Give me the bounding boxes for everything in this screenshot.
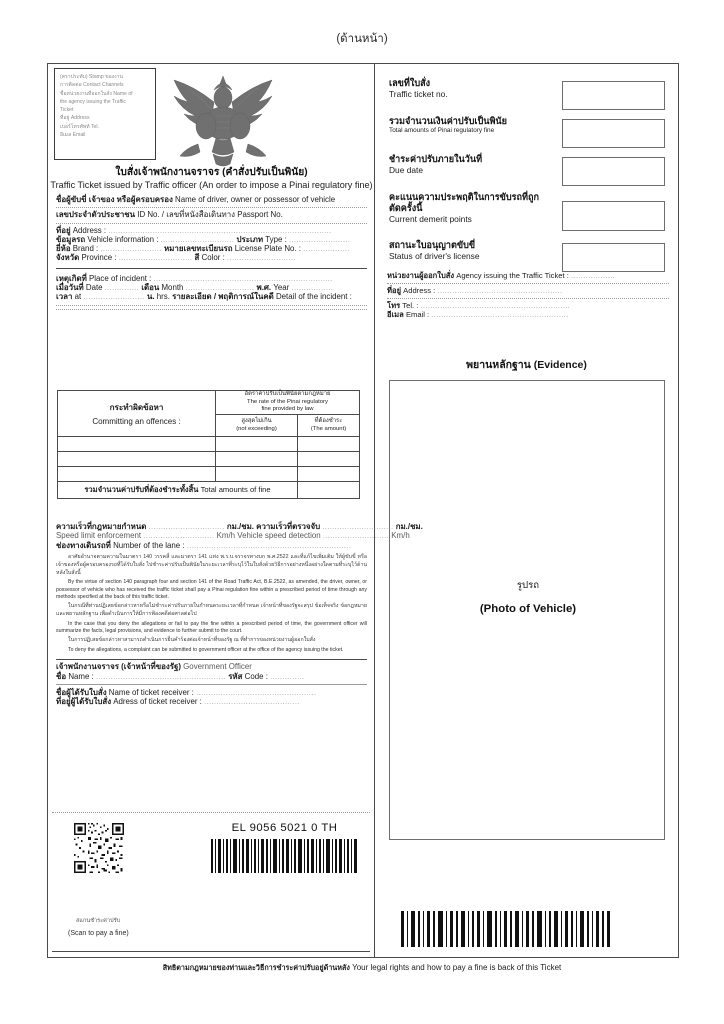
province-label-en: Province : [81, 253, 117, 263]
officer-name-label-en: Name : [68, 671, 94, 681]
field-due-date [389, 154, 665, 192]
demerit-points-label-th: คะแนนความประพฤติในการขับรถที่ถูกตัดครั้งนี้ [389, 192, 540, 214]
page-title-th: ใบสั่งเจ้าพนักงานจราจร (คำสั่งปรับเป็นพินัย) [115, 167, 308, 178]
id-label-th: เลขประจำตัวประชาชน [56, 210, 136, 220]
year-label-en: Year [273, 283, 290, 293]
vehicle-info-label-th: ข้อมูลรถ [56, 234, 86, 244]
photo-placeholder-th: รูปรถ [516, 580, 540, 591]
agency-section [387, 272, 669, 320]
agency-name-row [387, 272, 669, 280]
due-date-input[interactable] [562, 157, 665, 186]
agency-label-en: Agency issuing the Traffic Ticket : [456, 271, 569, 280]
amount-subheader-en: (The amount) [310, 425, 347, 432]
legal-p1-th: อาศัยอำนาจตามความในมาตรา 140 วรรคสี่ และมาตรา 141 แห่ง พ.ร.บ.จราจรทางบก พ.ศ.2522 และที่แก้ไขเพิ่มเติม ให้ผู้ขับขี่ หรือเจ้าของหรือผู้ครอบครองรถที่ได้รับใบสั่ง ไปชำระค่าปรับเป็นพินัยในระยะเวลาที่ระบุไว้ในใบสั่งด้วยวิธีการอย่างหนึ่งอย่างใดตามที่ระบุไว้ด้านหลังใบสั่งนี้ [56, 553, 367, 576]
amount-cell[interactable] [298, 452, 360, 467]
speed-limit-row-en [56, 531, 410, 541]
agency-address-label-en: Address : [403, 285, 436, 295]
demerit-points-input[interactable] [562, 201, 665, 231]
rate-header-en-2: fine provided by law [261, 406, 314, 413]
agency-address-row [387, 287, 669, 295]
date-label-th: เมื่อวันที่ [56, 283, 84, 293]
agency-tel-input[interactable]: ............................................................. [420, 300, 571, 310]
incident-time-row [56, 293, 367, 301]
total-value-cell[interactable] [298, 482, 360, 499]
due-date-label-en: Due date [389, 165, 423, 176]
lower-left-body [56, 520, 423, 708]
offence-cell[interactable] [58, 467, 216, 482]
agency-address-label-th: ที่อยู่ [387, 285, 402, 295]
vehicle-type-input[interactable]: ......................... [288, 234, 351, 244]
max-subheader-en: (not exceeding) [236, 425, 277, 432]
max-cell[interactable] [216, 452, 298, 467]
agency-stamp-box [54, 68, 156, 160]
color-label-en: Color : [201, 253, 225, 263]
speed-limit-row-th [56, 522, 423, 531]
speed-detect-input-en[interactable]: ........................... [322, 531, 390, 541]
offence-header-en: Committing an offences : [92, 417, 181, 426]
ticket-frame [47, 63, 679, 958]
officer-divider [56, 684, 367, 685]
traffic-ticket-no-input[interactable] [562, 81, 665, 110]
speed-detect-label-en: Vehicle speed detection [237, 531, 321, 541]
field-traffic-ticket-no [389, 78, 665, 116]
agency-email-label-en: Email : [405, 309, 430, 319]
detail-label-en: Detail of the incident : [275, 292, 352, 302]
vehicle-info-input[interactable]: .............................. [160, 234, 235, 244]
field-demerit-points [389, 192, 665, 240]
id-label-en: ID No. / เลขที่หนังสือเดินทาง Passport No. [137, 210, 283, 220]
place-input[interactable]: ......................................................................... [153, 273, 333, 283]
evidence-photo-box[interactable] [389, 380, 665, 840]
total-fine-label-th: รวมจำนวนเงินค่าปรับเป็นพินัย [389, 116, 507, 126]
driver-address-label-en: Address : [72, 225, 107, 235]
traffic-ticket-no-label-th: เลขที่ใบสั่ง [389, 78, 431, 88]
amount-cell[interactable] [298, 437, 360, 452]
driver-address-row [56, 227, 367, 235]
stamp-line-1: (ตราประทับ) Stamp ของงาน [60, 74, 124, 80]
legal-p2-th: ในกรณีที่ท่านปฏิเสธข้อกล่าวหาหรือไม่ชำระค่าปรับภายในกำหนดระยะเวลาที่กำหนด เจ้าหน้าที่ของรัฐจะสรุป ข้อเท็จจริง ข้อกฎหมาย และพยานหลักฐาน เพื่อดำเนินการให้มีการฟ้องคดีต่อศาลต่อไป [56, 603, 367, 618]
speed-detect-unit-th: กม./ชม. [395, 522, 423, 531]
officer-code-input[interactable]: .............. [270, 671, 305, 681]
max-cell[interactable] [216, 467, 298, 482]
id-passport-input[interactable] [56, 223, 367, 224]
agency-email-label-th: อีเมล [387, 309, 404, 319]
driver-address-input[interactable]: ........................................................................................... [108, 225, 332, 235]
officer-code-label-en: Code : [244, 671, 268, 681]
receiver-name-label-en: Name of ticket receiver : [108, 688, 194, 698]
driver-name-label [56, 196, 367, 204]
time-label-th: เวลา [56, 292, 73, 302]
demerit-points-label-en: Current demerit points [389, 214, 472, 225]
date-label-en: Date [85, 283, 103, 293]
time-unit-th: น. [146, 292, 155, 302]
rate-header-th: อัตราค่าปรับเป็นพินัยตามกฎหมาย [244, 391, 331, 398]
vehicle-info-label-en: Vehicle information : [87, 234, 159, 244]
amount-subheader-cell [298, 415, 360, 437]
vehicle-info-row [56, 236, 367, 244]
vehicle-province-row [56, 254, 367, 262]
agency-address-line-2[interactable] [387, 298, 669, 299]
agency-input[interactable]: .................. [570, 271, 616, 280]
rate-header-cell [216, 391, 360, 415]
driver-address-label-th: ที่อยู่ [56, 225, 71, 235]
max-subheader-th: สูงสุดไม่เกิน [241, 417, 272, 424]
year-label-th: พ.ศ. [256, 283, 272, 293]
qr-code-icon[interactable] [74, 823, 124, 873]
speed-detect-label-th: ความเร็วที่ตรวจจับ [256, 522, 321, 531]
lane-label-en: Number of the lane : [113, 540, 185, 550]
place-of-incident-row [56, 275, 367, 283]
plate-label-th: หมายเลขทะเบียนรถ [163, 244, 233, 254]
total-label-cell [58, 482, 298, 499]
license-status-label-th: สถานะใบอนุญาตขับขี่ [389, 240, 476, 250]
traffic-ticket-no-label-en: Traffic ticket no. [389, 89, 448, 100]
secondary-barcode-icon [398, 909, 613, 949]
stamp-line-5: Ticket [60, 107, 74, 113]
id-passport-label [56, 211, 367, 219]
officer-name-row [56, 673, 367, 681]
license-status-label-en: Status of driver's license [389, 251, 480, 262]
evidence-title: พยานหลักฐาน (Evidence) [466, 359, 587, 371]
plate-label-en: License Plate No. : [234, 244, 301, 254]
speed-limit-unit-th: กม./ชม. [226, 522, 254, 531]
speed-limit-input-en[interactable]: ............................. [143, 531, 215, 541]
legal-p3-th: ในการปฏิเสธข้อกล่าวหาสามารถดำเนินการยื่นคำร้องต่อเจ้าหน้าที่ของรัฐ ณ ที่ทำการของหน่วยงานผู้ออกใบสั่ง [68, 637, 316, 644]
agency-input-line-2[interactable] [387, 283, 669, 284]
speed-detect-input-th[interactable]: ............................. [322, 522, 394, 531]
left-form-body [56, 196, 367, 313]
officer-title-row [56, 663, 367, 671]
time-input[interactable]: ......................... [83, 292, 145, 302]
speed-limit-input-th[interactable]: ............................... [148, 522, 225, 531]
footer-notice-th: สิทธิตามกฎหมายของท่านและวิธีการชำระค่าปรับอยู่ด้านหลัง [162, 963, 350, 972]
photo-placeholder-en: (Photo of Vehicle) [479, 603, 577, 615]
offence-cell[interactable] [58, 437, 216, 452]
total-fine-input[interactable] [562, 119, 665, 148]
receiver-addr-label-th: ที่อยู่ผู้ได้รับใบสั่ง [56, 697, 112, 707]
receiver-address-row [56, 698, 367, 706]
page-side-caption: (ด้านหน้า) [336, 33, 388, 45]
legal-text-block [56, 554, 367, 655]
time-label-en: at [74, 292, 82, 302]
stamp-line-6: ที่อยู่ Address [60, 115, 90, 122]
legal-p3-en: To deny the allegations, a complaint can be submitted to government officer at the office of the agency issuing the ticket. [68, 646, 344, 653]
table-row[interactable] [58, 467, 360, 482]
page-title-en: Traffic Ticket issued by Traffic officer (An order to impose a Pinai regulatory fine) [50, 180, 373, 190]
footer-notice [0, 963, 724, 974]
officer-title-en: Government Officer [183, 662, 252, 672]
driver-name-label-en: Name of driver, owner or possessor of vehicle [175, 195, 336, 204]
offence-cell[interactable] [58, 452, 216, 467]
speed-limit-label-th: ความเร็วที่กฎหมายกำหนด [56, 522, 147, 531]
agency-tel-row [387, 302, 669, 310]
date-input[interactable]: .............. [104, 283, 140, 293]
agency-email-row [387, 311, 669, 319]
payment-code-strip [52, 812, 370, 952]
total-label-en: Total amounts of fine [200, 485, 271, 494]
stamp-line-2: การติดต่อ Contact Channels [60, 82, 124, 89]
plate-input[interactable]: ................... [303, 244, 350, 254]
field-total-fine [389, 116, 665, 154]
time-unit-en: hrs. [156, 292, 170, 302]
driver-name-input[interactable] [56, 207, 367, 208]
officer-section [56, 659, 367, 706]
lane-input[interactable]: ................................................................... [186, 540, 352, 550]
lane-row [56, 542, 367, 550]
speed-limit-label-en: Speed limit enforcement [56, 531, 142, 541]
table-row[interactable] [58, 452, 360, 467]
vehicle-brand-label-th: ยี่ห้อ [56, 244, 71, 254]
section-divider-1 [56, 268, 367, 269]
offence-table-header-row [58, 391, 360, 415]
amount-subheader-th: ที่ต้องชำระ [314, 417, 343, 424]
place-label-th: เหตุเกิดที่ [56, 273, 87, 283]
month-input[interactable]: ............................ [185, 283, 255, 293]
footer-notice-en: Your legal rights and how to pay a fine is back of this Ticket [352, 963, 562, 972]
officer-title-th: เจ้าพนักงานจราจร (เจ้าหน้าที่ของรัฐ) [56, 662, 181, 672]
table-row[interactable] [58, 437, 360, 452]
garuda-emblem-icon [168, 68, 278, 168]
due-date-label-th: ชำระค่าปรับภายในวันที่ [389, 154, 483, 164]
color-label-th: สี [194, 253, 200, 263]
total-label-th: รวมจำนวนค่าปรับที่ต้องชำระทั้งสิ้น [84, 485, 199, 494]
color-input[interactable]: ............................ [227, 253, 296, 263]
officer-name-input[interactable]: ..................................................... [95, 671, 226, 681]
total-fine-label-en: Total amounts of Pinai regulatory fine [389, 127, 495, 135]
year-input[interactable]: ................. [291, 283, 334, 293]
officer-code-label-th: รหัส [228, 671, 243, 681]
detail-label-th: รายละเอียด / พฤติการณ์ในคดี [172, 292, 274, 302]
stamp-line-7: เบอร์โทรศัพท์ Tel. [60, 123, 99, 130]
max-subheader-cell [216, 415, 298, 437]
vehicle-type-label-th: ประเภท [236, 234, 264, 244]
agency-tel-label-th: โทร [387, 300, 401, 310]
agency-address-input[interactable]: ................................................... [437, 285, 563, 295]
detail-input-line-1[interactable] [56, 305, 367, 306]
province-input[interactable]: .............................. [118, 253, 193, 263]
receiver-address-input[interactable]: ....................................... [204, 697, 300, 707]
receiver-name-label-th: ชื่อผู้ได้รับใบสั่ง [56, 688, 107, 698]
lane-label-th: ช่องทางเดินรถที่ [56, 540, 111, 550]
tracking-number: EL 9056 5021 0 TH [231, 822, 338, 834]
month-label-en: Month [161, 283, 184, 293]
offence-header-cell [58, 391, 216, 437]
scan-instruction-th: สแกนชำระค่าปรับ [76, 918, 121, 924]
license-status-input[interactable] [562, 243, 665, 272]
scan-instruction-en: (Scan to pay a fine) [68, 930, 129, 937]
legal-p2-en: In the case that you deny the allegations or fail to pay the fine within a prescribed period of time, the government officer will summarize the facts, legal provisions, and evidence to further submit to the court. [56, 620, 367, 635]
max-cell[interactable] [216, 437, 298, 452]
detail-input-line-2[interactable] [56, 309, 367, 310]
receiver-addr-label-en: Adress of ticket receiver : [113, 697, 202, 707]
barcode-icon [210, 839, 360, 873]
vehicle-type-label-en: Type : [265, 234, 287, 244]
officer-name-label-th: ชื่อ [56, 671, 67, 681]
offence-header-th: กระทำผิดข้อหา [109, 403, 164, 412]
month-label-th: เดือน [141, 283, 160, 293]
vehicle-brand-label-en: Brand : [72, 244, 99, 254]
offence-table [57, 390, 360, 499]
speed-detect-unit-en: Km/h [391, 531, 410, 541]
stamp-line-3: ชื่อหน่วยงานที่ออกใบสั่ง Name of [60, 90, 133, 97]
stamp-line-8: อีเมล Email [60, 131, 86, 138]
agency-tel-label-en: Tel. : [402, 300, 419, 310]
legal-p1-en: By the virtue of section 140 paragraph four and section 141 of the Road Traffic Act, B.E.2522, as amended, the driver, owner, or possessor of vehicle who has received the traffic ticket shall pay a Pinai regulation fine within a prescribed period of time through any methods specified at the back of this traffic ticket. [56, 578, 367, 601]
province-label-th: จังหวัด [56, 253, 80, 263]
agency-email-input[interactable]: ........................................................ [431, 309, 569, 319]
ticket-summary-fields [389, 78, 665, 278]
vehicle-brand-input[interactable]: ......................... [100, 244, 162, 254]
place-label-en: Place of incident : [89, 273, 152, 283]
driver-name-label-th: ชื่อผู้ขับขี่ เจ้าของ หรือผู้ครอบครอง [56, 195, 173, 204]
agency-label-th: หน่วยงานผู้ออกใบสั่ง [387, 271, 455, 280]
speed-limit-unit-en: Km/h [216, 531, 236, 541]
right-panel [375, 64, 678, 957]
offence-total-row [58, 482, 360, 499]
rate-header-en-1: The rate of the Pinai regulatory [247, 398, 328, 405]
receiver-name-input[interactable]: ................................................. [196, 688, 317, 698]
stamp-line-4: the agency issuing the Traffic [60, 98, 126, 105]
amount-cell[interactable] [298, 467, 360, 482]
